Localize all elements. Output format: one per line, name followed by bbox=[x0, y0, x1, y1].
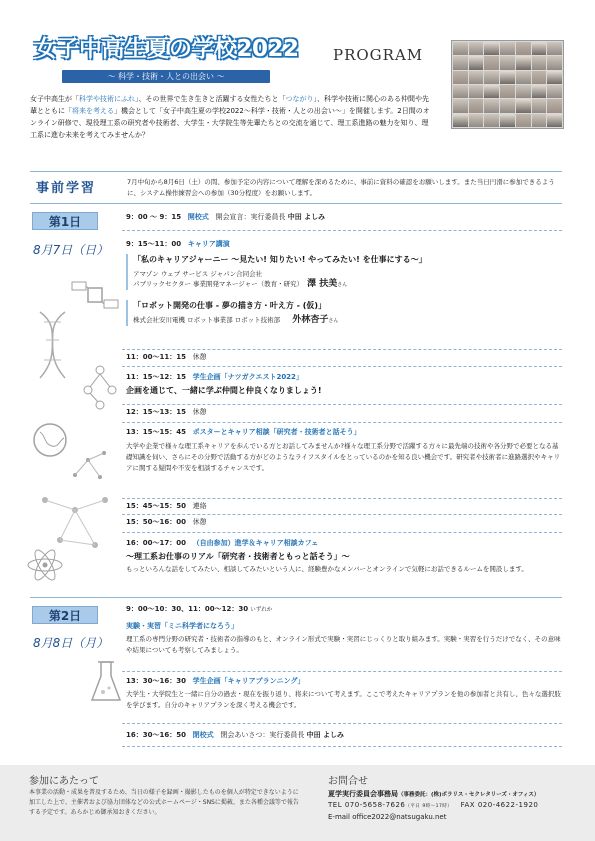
mail-label: E-mail bbox=[328, 813, 350, 821]
lecture-title: 「ロボット開発の仕事 - 夢の描き方・叶え方 - (仮)」 bbox=[133, 301, 327, 310]
divider bbox=[122, 671, 562, 672]
divider bbox=[122, 746, 562, 747]
schedule-row bbox=[126, 604, 562, 656]
row-time: 9：00〜10：30、11：00〜12：30 bbox=[126, 605, 249, 613]
divider bbox=[122, 723, 562, 724]
participant-tile bbox=[532, 85, 547, 98]
participant-tile bbox=[532, 42, 547, 55]
divider bbox=[30, 203, 562, 204]
participant-tile bbox=[484, 114, 499, 127]
row-tag: 学生企画「キャリアプランニング」 bbox=[192, 677, 305, 685]
prep-label: 事前学習 bbox=[36, 181, 97, 196]
row-tag: （自由参加）進学＆キャリア相談カフェ bbox=[192, 539, 319, 547]
participant-tile bbox=[453, 42, 468, 55]
participant-tile bbox=[547, 56, 562, 69]
intro-paragraph bbox=[30, 93, 430, 141]
row-description: もっといろんな話をしてみたい、相談してみたいという人に、経験豊かなメンバーとオンラインで気軽にお話できるルームを開設します。 bbox=[126, 565, 528, 573]
fax-label: FAX bbox=[460, 801, 476, 809]
intro-highlight: つながり bbox=[285, 95, 314, 103]
participant-tile bbox=[500, 42, 515, 55]
contact-title: お問合せ bbox=[328, 776, 368, 787]
participants-photo bbox=[451, 40, 564, 129]
row-text: 連絡 bbox=[192, 502, 207, 510]
honorific: さん bbox=[328, 318, 339, 324]
row-description: 理工系の専門分野の研究者・技術者の指導のもと、オンライン形式で実験・実習にじっくりと取り組みます。実験・実習を行うだけでなく、その意味や結果についても考察してみましょう。 bbox=[126, 635, 561, 654]
participant-tile bbox=[484, 71, 499, 84]
row-tag: 実験・実習「ミニ科学者になろう」 bbox=[126, 622, 238, 630]
page-title: 女子中高生夏の学校2022 bbox=[34, 36, 299, 62]
intro-text: 」、科学や技術に関心のある仲間や先輩とともに「 bbox=[30, 95, 429, 115]
schedule-row bbox=[126, 676, 562, 711]
row-time: 11：00〜11：15 bbox=[126, 353, 186, 361]
participant-tile bbox=[547, 71, 562, 84]
contact-email bbox=[328, 813, 446, 821]
participant-tile bbox=[516, 114, 531, 127]
globe-icon bbox=[30, 420, 70, 460]
row-description: 大学や企業で様々な理工系キャリアを歩んでいる方とお話してみませんか?様々な理工系分野で活躍する方々に最先端の技術や各分野で必要となる基礎知識を伺い、さらにその分野で活動する方がどのようなライフスタイルをとっているのかを知る良い機会です。研究者や技術者に進路選択やキャリアに関する疑問や不安を相談するチャンスです。 bbox=[126, 442, 561, 472]
row-time: 16：00〜17：00 bbox=[126, 539, 186, 547]
participant-tile bbox=[516, 85, 531, 98]
schedule-row bbox=[126, 372, 562, 396]
participant-tile bbox=[532, 71, 547, 84]
org-name: 夏学実行委員会事務局 bbox=[328, 790, 398, 798]
row-tag: ポスターとキャリア相談「研究者・技術者と話そう」 bbox=[192, 428, 361, 436]
schedule-row bbox=[126, 407, 562, 418]
notice-title: 参加にあたって bbox=[29, 776, 99, 787]
speaker-affiliation: 株式会社安川電機 ロボット事業部 ロボット技術部 bbox=[133, 316, 281, 324]
prep-text: 7月中旬から8月6日（土）の間、参加予定の内容について理解を深めるために、事前に資料の確認をお願いします。また当日円滑に参加できるように、システム操作練習会への参加（30分程度）をお願いします。 bbox=[127, 178, 555, 197]
row-time: 16：30〜16：50 bbox=[126, 731, 186, 739]
divider bbox=[122, 349, 562, 350]
page-subtitle: 〜 科学・技術・人との出会い 〜 bbox=[62, 70, 270, 83]
tel-number[interactable]: 070-5658-7626 bbox=[344, 801, 406, 809]
notice-text: 本事業の活動・成果を普及するため、当日の様子を録画・撮影したものを個人が特定できないように加工した上で、主催者および協力団体などの公式ホームページ・SNSに掲載、また各種会議等で報告する予定です。あらかじめ御承知おきください。 bbox=[29, 789, 299, 816]
participant-tile bbox=[547, 85, 562, 98]
program-label: PROGRAM bbox=[333, 46, 424, 64]
constellation-icon bbox=[70, 445, 110, 485]
participant-tile bbox=[532, 56, 547, 69]
speaker-name: 中田 よしみ bbox=[306, 731, 345, 739]
divider bbox=[122, 404, 562, 405]
schedule-row bbox=[126, 517, 562, 528]
intro-highlight: 将来を考える bbox=[72, 107, 114, 115]
participant-tile bbox=[484, 42, 499, 55]
day2-date: 8月8日（月） bbox=[33, 636, 109, 650]
intro-highlight: 科学や技術にふれ bbox=[79, 95, 135, 103]
participant-tile bbox=[532, 114, 547, 127]
participant-tile bbox=[547, 99, 562, 112]
row-time: 13：30〜16：30 bbox=[126, 677, 186, 685]
schedule-row bbox=[126, 239, 562, 326]
molecule-icon bbox=[80, 360, 120, 410]
day1-badge: 第1日 bbox=[32, 212, 98, 230]
participant-tile bbox=[516, 56, 531, 69]
row-text: 休憩 bbox=[192, 518, 207, 526]
schedule-row bbox=[126, 501, 562, 512]
divider bbox=[122, 532, 562, 533]
participant-tile bbox=[516, 71, 531, 84]
atom-icon bbox=[25, 545, 65, 585]
lecture-title: 「私のキャリアジャーニー 〜見たい! 知りたい! やってみたい! を仕事にする〜」 bbox=[133, 255, 427, 264]
intro-text: 」、その世界で生き生きと活躍する女性たちと「 bbox=[135, 95, 286, 103]
schedule-row bbox=[126, 352, 562, 363]
participant-tile bbox=[453, 114, 468, 127]
divider bbox=[122, 230, 562, 231]
participant-tile bbox=[469, 56, 484, 69]
tel-label: TEL bbox=[328, 801, 343, 809]
participant-tile bbox=[516, 42, 531, 55]
row-topic: 〜理工系お仕事のリアル「研究者・技術者ともっと話そう」〜 bbox=[126, 552, 350, 561]
speaker-line bbox=[133, 315, 562, 326]
tel-hours: （平日 9時〜17時） bbox=[405, 804, 453, 809]
row-time: 9：00 〜 9：15 bbox=[126, 213, 182, 221]
lecture-1 bbox=[126, 254, 562, 290]
row-tag: キャリア講演 bbox=[187, 240, 230, 248]
speaker-name: 澤 扶美 bbox=[307, 279, 338, 289]
mail-address[interactable]: office2022@natsugaku.net bbox=[352, 813, 447, 821]
divider bbox=[122, 498, 562, 499]
intro-text: 女子中高生が「 bbox=[30, 95, 79, 103]
participant-tile bbox=[469, 114, 484, 127]
org-sub: （事務委託：(株)ボラリス・セクレタリーズ・オフィス） bbox=[398, 792, 540, 798]
participant-tile bbox=[469, 71, 484, 84]
contact-phone bbox=[328, 801, 538, 809]
row-description: 大学生・大学院生と一緒に自分の過去・現在を振り返り、将来について考えます。ここで考えたキャリアプランを他の参加者と共有し、色々な選択肢を学びます。自分のキャリアプランを深く考える機会です。 bbox=[126, 690, 561, 709]
row-text: 休憩 bbox=[192, 408, 207, 416]
schedule-row bbox=[126, 730, 562, 741]
satellite-icon bbox=[70, 270, 120, 320]
row-time: 15：45〜15：50 bbox=[126, 502, 186, 510]
lecture-2 bbox=[126, 300, 562, 326]
participant-tile bbox=[500, 56, 515, 69]
participant-tile bbox=[484, 56, 499, 69]
row-time: 13：15〜15：45 bbox=[126, 428, 186, 436]
participant-tile bbox=[453, 85, 468, 98]
row-time: 12：15〜13：15 bbox=[126, 408, 186, 416]
participant-tile bbox=[453, 99, 468, 112]
participant-tile bbox=[516, 99, 531, 112]
row-text: 閉会あいさつ：実行委員長 bbox=[220, 731, 305, 739]
speaker-affiliation: パブリックセクター 事業開発マネージャー（教育・研究） bbox=[133, 280, 304, 288]
participant-tile bbox=[500, 99, 515, 112]
flask-icon bbox=[90, 660, 122, 705]
contact-org bbox=[328, 789, 539, 799]
fax-number: 020-4622-1920 bbox=[477, 801, 539, 809]
participant-tile bbox=[484, 85, 499, 98]
row-note: いずれか bbox=[250, 607, 273, 613]
row-time: 15：50〜16：00 bbox=[126, 518, 186, 526]
participant-tile bbox=[453, 56, 468, 69]
row-tag: 学生企画「ナツガクエスト2022」 bbox=[192, 373, 303, 381]
participant-tile bbox=[469, 99, 484, 112]
schedule-row bbox=[126, 212, 562, 223]
row-text: 休憩 bbox=[192, 353, 207, 361]
intro-text: 」機会として「女子中高生夏の学校2022〜科学・技術・人との出会い〜」を開催します。2日間のオンライン研修で、現役理工系の研究者や技術者、大学生・大学院生等先輩たちとの交流を通じて、理工系進路の魅力を知り、理工系に進む未来を考えてみませんか？ bbox=[30, 107, 430, 139]
row-time: 11：15〜12：15 bbox=[126, 373, 186, 381]
divider bbox=[122, 422, 562, 423]
schedule-row bbox=[126, 538, 562, 575]
divider bbox=[122, 366, 562, 367]
row-topic: 企画を通じて、一緒に学ぶ仲間と仲良くなりましょう! bbox=[126, 386, 322, 395]
participant-tile bbox=[453, 71, 468, 84]
divider bbox=[122, 514, 562, 515]
day1-date: 8月7日（日） bbox=[33, 243, 109, 257]
participant-tile bbox=[500, 85, 515, 98]
divider bbox=[30, 597, 562, 598]
row-text: 開会宣言：実行委員長 bbox=[215, 213, 286, 221]
speaker-line bbox=[133, 279, 562, 290]
day2-badge: 第2日 bbox=[32, 606, 98, 624]
participant-tile bbox=[500, 114, 515, 127]
honorific: さん bbox=[337, 282, 348, 288]
divider bbox=[30, 171, 562, 172]
speaker-affiliation: アマゾン ウェブ サービス ジャパン合同会社 bbox=[133, 270, 263, 278]
participant-tile bbox=[469, 85, 484, 98]
participant-tile bbox=[469, 42, 484, 55]
participant-tile bbox=[547, 42, 562, 55]
schedule-row bbox=[126, 427, 562, 474]
participant-tile bbox=[547, 114, 562, 127]
participant-tile bbox=[500, 71, 515, 84]
participant-tile bbox=[532, 99, 547, 112]
row-tag: 閉校式 bbox=[192, 731, 214, 739]
speaker-name: 外林杏子 bbox=[292, 315, 329, 325]
dna-icon bbox=[30, 310, 75, 380]
speaker-name: 中田 よしみ bbox=[287, 213, 326, 221]
row-time: 9：15〜11：00 bbox=[126, 240, 182, 248]
row-tag: 開校式 bbox=[187, 213, 209, 221]
participant-tile bbox=[484, 99, 499, 112]
